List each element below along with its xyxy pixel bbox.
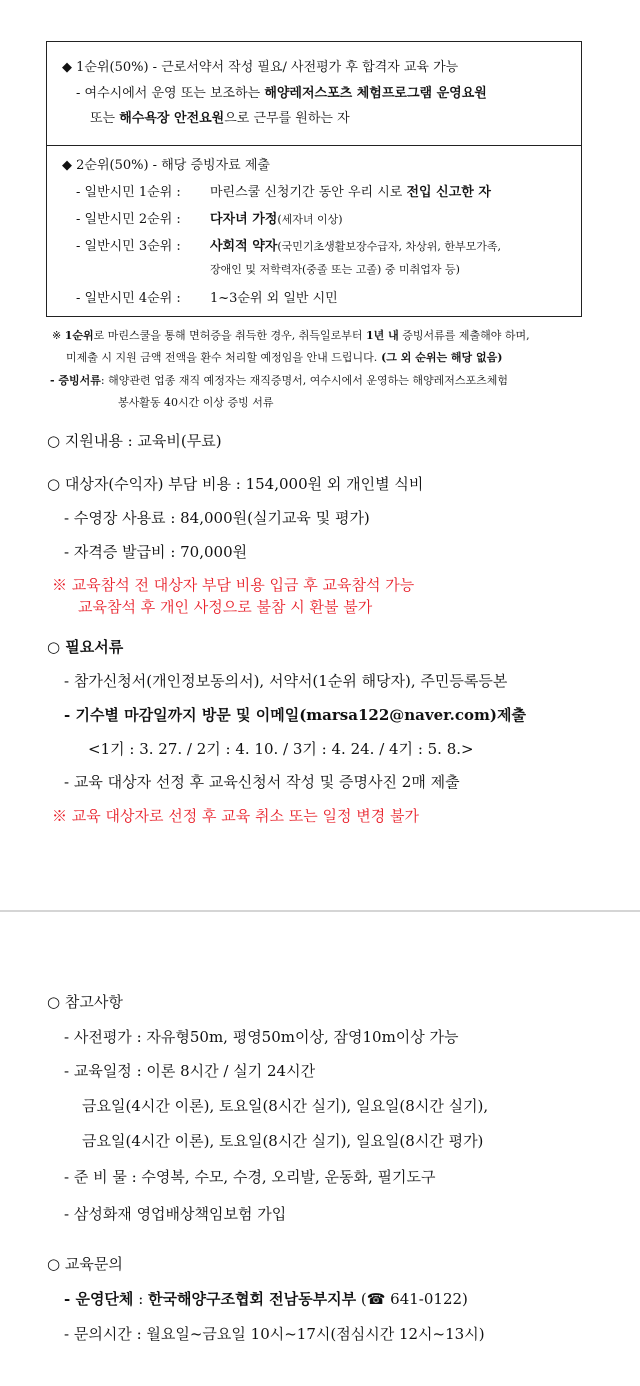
priority1-line1: - 여수시에서 운영 또는 보조하는 해양레저스포츠 체험프로그램 운영요원 (76, 86, 487, 101)
ref-heading: ○ 참고사항 (47, 993, 123, 1011)
docs-warning: ※ 교육 대상자로 선정 후 교육 취소 또는 일정 변경 불가 (52, 807, 419, 825)
priority1-line2: 또는 해수욕장 안전요원으로 근무를 원하는 자 (90, 111, 350, 126)
priority2-rank1-label: - 일반시민 1순위 : (76, 185, 181, 200)
inquiry-heading: ○ 교육문의 (47, 1255, 123, 1273)
page-separator (0, 910, 640, 912)
inquiry-hours: - 문의시간 : 월요일~금요일 10시~17시(점심시간 12시~13시) (64, 1325, 485, 1343)
priority2-heading: ◆ 2순위(50%) - 해당 증빙자료 제출 (62, 158, 270, 173)
priority2-rank4-text: 1~3순위 외 일반 시민 (210, 291, 338, 306)
cost-warning-2: 교육참석 후 개인 사정으로 불참 시 환불 불가 (78, 598, 373, 616)
ref-line3: 금요일(4시간 이론), 토요일(8시간 실기), 일요일(8시간 실기), (82, 1097, 489, 1115)
priority2-rank1-text: 마린스쿨 신청기간 동안 우리 시로 전입 신고한 자 (210, 185, 491, 200)
inquiry-org: - 운영단체 : 한국해양구조협회 전남동부지부 (☎ 641-0122) (64, 1290, 468, 1308)
docs-line2: - 기수별 마감일까지 방문 및 이메일(marsa122@naver.com)제출 (64, 706, 526, 724)
priority1-heading: ◆ 1순위(50%) - 근로서약서 작성 필요/ 사전평가 후 합격자 교육 가능 (62, 60, 459, 75)
priority2-rank4-label: - 일반시민 4순위 : (76, 291, 181, 306)
priority2-rank3-label: - 일반시민 3순위 : (76, 239, 181, 254)
box-divider (47, 145, 581, 146)
note2-line1: - 증빙서류: 해양관련 업종 재직 예정자는 재직증명서, 여수시에서 운영하는 해양레저스포츠체험 (50, 374, 508, 387)
ref-line1: - 사전평가 : 자유형50m, 평영50m이상, 잠영10m이상 가능 (64, 1028, 459, 1046)
ref-line6: - 삼성화재 영업배상책임보험 가입 (64, 1205, 287, 1223)
note2-line2: 봉사활동 40시간 이상 증빙 서류 (118, 396, 274, 409)
priority2-rank3-text: 사회적 약자(국민기초생활보장수급자, 차상위, 한부모가족, (210, 239, 501, 254)
cost-warning-1: ※ 교육참석 전 대상자 부담 비용 입금 후 교육참석 가능 (52, 576, 415, 594)
priority2-rank2-label: - 일반시민 2순위 : (76, 212, 181, 227)
cost-pool-fee: - 수영장 사용료 : 84,000원(실기교육 및 평가) (64, 509, 370, 527)
note1-line1: ※ 1순위로 마린스쿨을 통해 면허증을 취득한 경우, 취득일로부터 1년 내 증빙서류를 제출해야 하며, (52, 329, 530, 342)
docs-line1: - 참가신청서(개인정보동의서), 서약서(1순위 해당자), 주민등록등본 (64, 672, 508, 690)
priority2-rank2-text: 다자녀 가정(세자녀 이상) (210, 212, 343, 227)
ref-line5: - 준 비 물 : 수영복, 수모, 수경, 오리발, 운동화, 필기도구 (64, 1168, 436, 1186)
cost-heading: ○ 대상자(수익자) 부담 비용 : 154,000원 외 개인별 식비 (47, 475, 424, 493)
docs-heading: ○ 필요서류 (47, 638, 124, 656)
note1-line2: 미제출 시 지원 금액 전액을 환수 처리할 예정임을 안내 드립니다. (그 외 순위는 해당 없음) (66, 351, 503, 364)
cost-cert-fee: - 자격증 발급비 : 70,000원 (64, 543, 248, 561)
docs-line4: - 교육 대상자 선정 후 교육신청서 작성 및 증명사진 2매 제출 (64, 773, 460, 791)
priority2-rank3-cont: 장애인 및 저학력자(중졸 또는 고졸) 중 미취업자 등) (210, 263, 460, 276)
docs-deadlines: <1기 : 3. 27. / 2기 : 4. 10. / 3기 : 4. 24. / 4기 : 5. 8.> (88, 740, 474, 758)
ref-line4: 금요일(4시간 이론), 토요일(8시간 실기), 일요일(8시간 평가) (82, 1132, 484, 1150)
support-content: ○ 지원내용 : 교육비(무료) (47, 432, 222, 450)
ref-line2: - 교육일정 : 이론 8시간 / 실기 24시간 (64, 1062, 316, 1080)
